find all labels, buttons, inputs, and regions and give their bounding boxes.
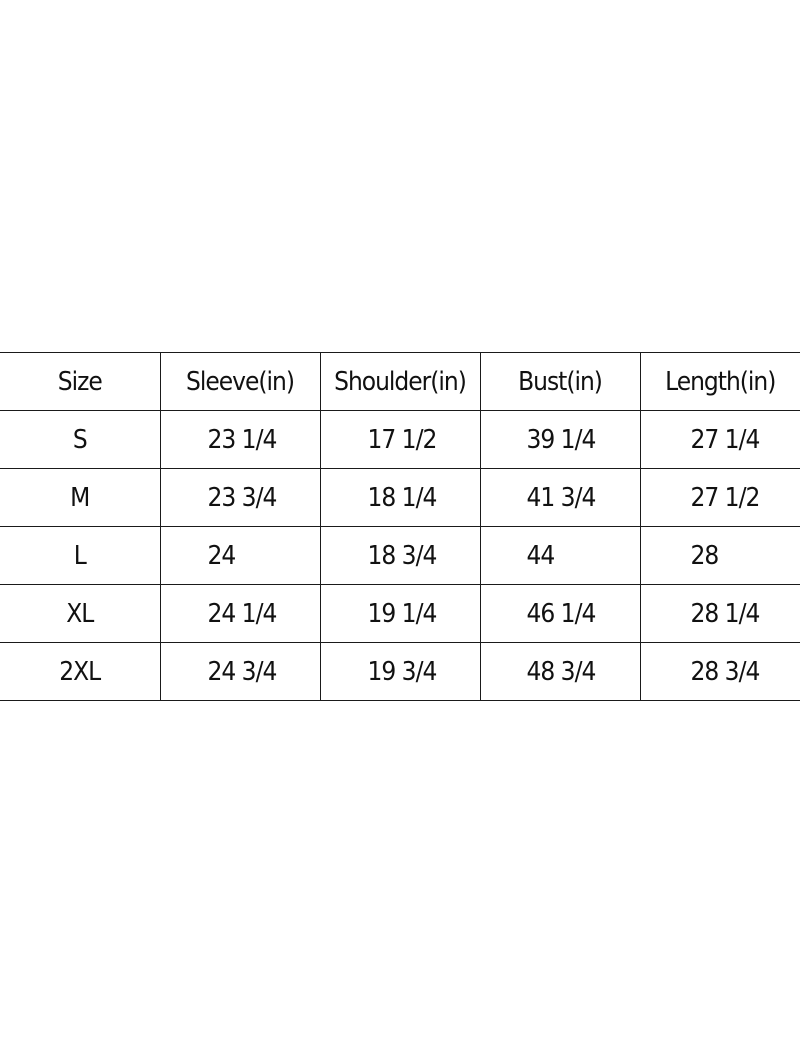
bust-cell: 46 1/4 — [480, 585, 640, 643]
table-row — [0, 643, 800, 701]
bust-cell: 44 — [480, 527, 640, 585]
table-header-row — [0, 353, 800, 411]
sleeve-cell: 24 3/4 — [160, 643, 320, 701]
size-cell: XL — [0, 585, 160, 643]
sleeve-cell: 24 — [160, 527, 320, 585]
bust-cell: 39 1/4 — [480, 411, 640, 469]
length-cell: 28 3/4 — [640, 643, 800, 701]
header-shoulder: Shoulder(in) — [320, 353, 480, 411]
shoulder-cell: 18 3/4 — [320, 527, 480, 585]
shoulder-cell: 19 1/4 — [320, 585, 480, 643]
size-cell: L — [0, 527, 160, 585]
length-cell: 27 1/4 — [640, 411, 800, 469]
size-chart-table — [0, 352, 800, 701]
table-row — [0, 585, 800, 643]
bust-cell: 48 3/4 — [480, 643, 640, 701]
sleeve-cell: 23 3/4 — [160, 469, 320, 527]
table-row — [0, 527, 800, 585]
length-cell: 27 1/2 — [640, 469, 800, 527]
header-length: Length(in) — [640, 353, 800, 411]
sleeve-cell: 23 1/4 — [160, 411, 320, 469]
header-bust: Bust(in) — [480, 353, 640, 411]
size-cell: S — [0, 411, 160, 469]
length-cell: 28 — [640, 527, 800, 585]
shoulder-cell: 18 1/4 — [320, 469, 480, 527]
header-size: Size — [0, 353, 160, 411]
header-sleeve: Sleeve(in) — [160, 353, 320, 411]
length-cell: 28 1/4 — [640, 585, 800, 643]
size-cell: 2XL — [0, 643, 160, 701]
size-cell: M — [0, 469, 160, 527]
shoulder-cell: 17 1/2 — [320, 411, 480, 469]
shoulder-cell: 19 3/4 — [320, 643, 480, 701]
table-row — [0, 411, 800, 469]
bust-cell: 41 3/4 — [480, 469, 640, 527]
table-row — [0, 469, 800, 527]
sleeve-cell: 24 1/4 — [160, 585, 320, 643]
